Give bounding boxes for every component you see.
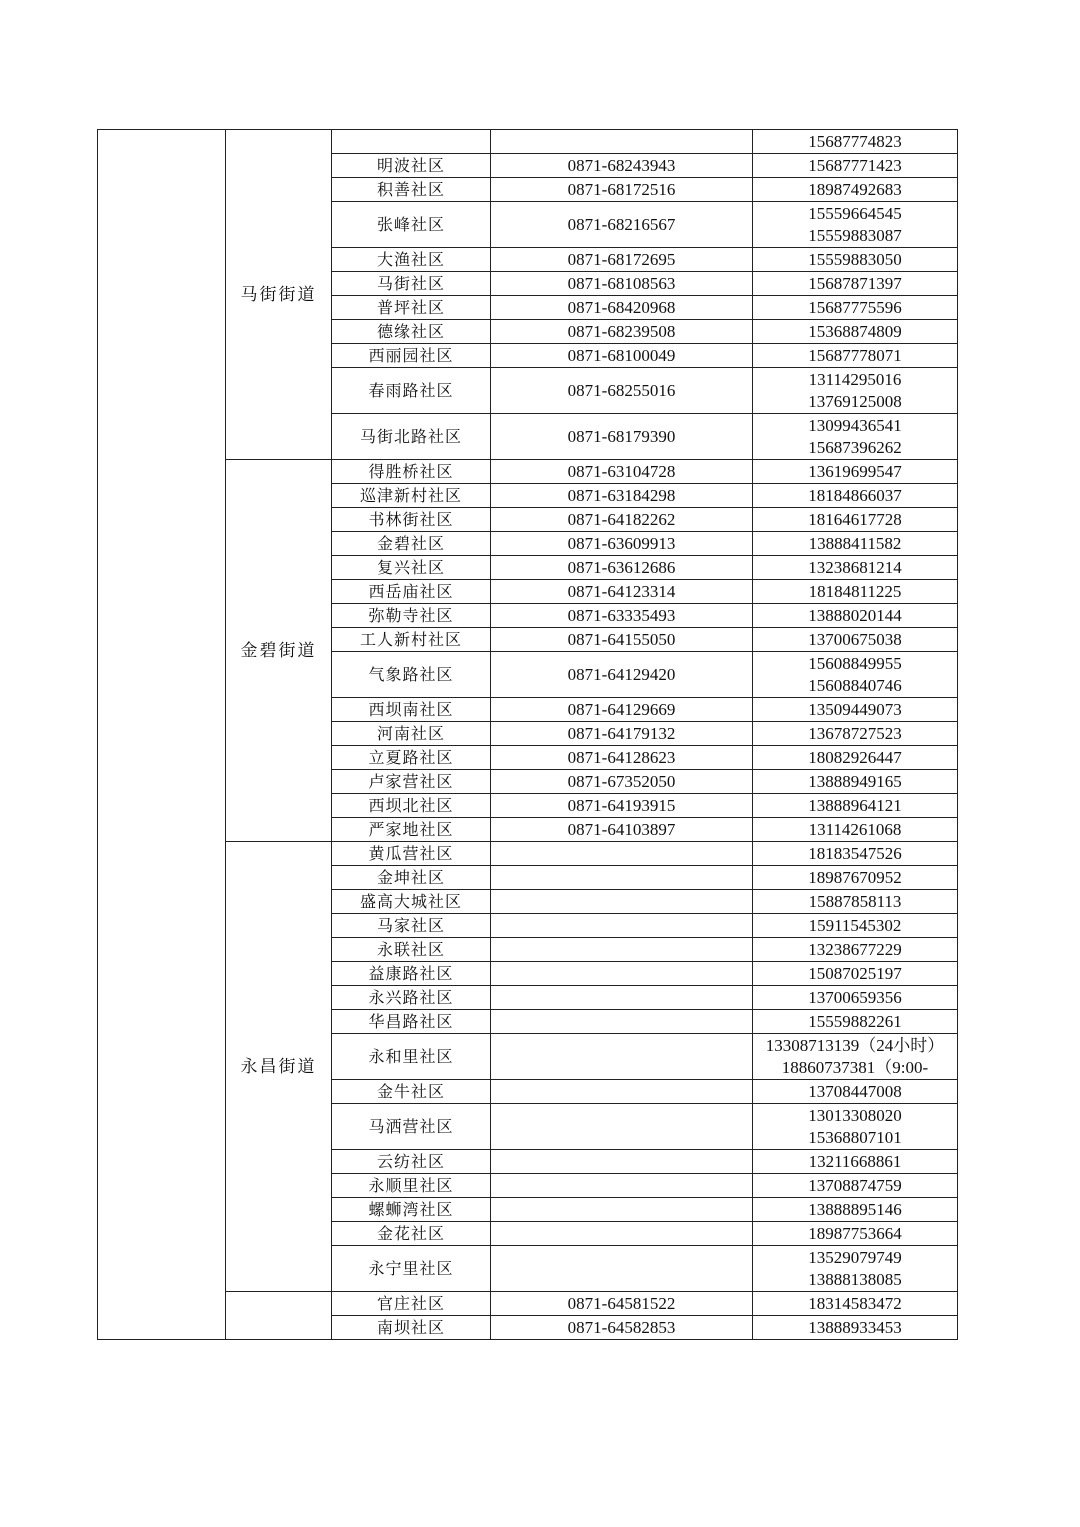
- mobile-number: 13211668861: [808, 1151, 902, 1171]
- mobile-number: 15687774823: [808, 131, 902, 151]
- community-name: 德缘社区: [332, 320, 491, 344]
- mobile-numbers: [753, 604, 958, 628]
- landline-number: [491, 962, 753, 986]
- mobile-number: 15559883087: [808, 225, 902, 245]
- mobile-number: 13509449073: [808, 699, 902, 719]
- mobile-number: 15087025197: [808, 963, 902, 983]
- mobile-number: 15687771423: [808, 155, 902, 175]
- mobile-number: 13238681214: [808, 557, 902, 577]
- landline-number: 0871-64193915: [491, 794, 753, 818]
- mobile-number: 15559882261: [808, 1011, 902, 1031]
- landline-number: 0871-68243943: [491, 154, 753, 178]
- landline-number: [491, 842, 753, 866]
- table-row: [98, 842, 958, 866]
- community-name: 河南社区: [332, 722, 491, 746]
- landline-number: [491, 1174, 753, 1198]
- mobile-number: 18164617728: [808, 509, 902, 529]
- community-name: 严家地社区: [332, 818, 491, 842]
- mobile-number: 13708447008: [808, 1081, 902, 1101]
- landline-number: 0871-63104728: [491, 460, 753, 484]
- mobile-numbers: [753, 698, 958, 722]
- mobile-number: 18314583472: [808, 1293, 902, 1313]
- mobile-number: 13769125008: [808, 391, 902, 411]
- landline-number: [491, 1246, 753, 1292]
- community-name: 普坪社区: [332, 296, 491, 320]
- community-name: 得胜桥社区: [332, 460, 491, 484]
- mobile-numbers: [753, 248, 958, 272]
- community-name: 复兴社区: [332, 556, 491, 580]
- mobile-number: 15559664545: [808, 203, 902, 223]
- landline-number: 0871-63335493: [491, 604, 753, 628]
- table-row: [98, 1292, 958, 1316]
- mobile-numbers: [753, 460, 958, 484]
- mobile-number: 15911545302: [808, 915, 902, 935]
- community-name: 永和里社区: [332, 1034, 491, 1080]
- landline-number: [491, 130, 753, 154]
- mobile-numbers: [753, 722, 958, 746]
- mobile-number: 13700675038: [808, 629, 902, 649]
- landline-number: [491, 1080, 753, 1104]
- mobile-numbers: [753, 508, 958, 532]
- mobile-number: 13099436541: [808, 415, 902, 435]
- street-cell: 永昌街道: [226, 842, 332, 1292]
- mobile-number: 15608849955: [808, 653, 902, 673]
- mobile-number: 13529079749: [808, 1247, 902, 1267]
- street-cell: [226, 1292, 332, 1340]
- mobile-numbers: [753, 130, 958, 154]
- landline-number: 0871-63612686: [491, 556, 753, 580]
- mobile-numbers: [753, 1246, 958, 1292]
- mobile-number: 15687778071: [808, 345, 902, 365]
- mobile-numbers: [753, 1010, 958, 1034]
- community-name: 官庄社区: [332, 1292, 491, 1316]
- mobile-numbers: [753, 818, 958, 842]
- community-name: 积善社区: [332, 178, 491, 202]
- community-name: 弥勒寺社区: [332, 604, 491, 628]
- mobile-number: 15687871397: [808, 273, 902, 293]
- community-name: 云纺社区: [332, 1150, 491, 1174]
- mobile-number: 13238677229: [808, 939, 902, 959]
- community-name: 西岳庙社区: [332, 580, 491, 604]
- community-name: 西丽园社区: [332, 344, 491, 368]
- mobile-numbers: [753, 986, 958, 1010]
- street-cell: 马街街道: [226, 130, 332, 460]
- community-name: 气象路社区: [332, 652, 491, 698]
- mobile-number: 13888964121: [808, 795, 902, 815]
- landline-number: [491, 1222, 753, 1246]
- community-name: 西坝北社区: [332, 794, 491, 818]
- mobile-number: 13700659356: [808, 987, 902, 1007]
- mobile-numbers: [753, 320, 958, 344]
- community-name: 春雨路社区: [332, 368, 491, 414]
- mobile-numbers: [753, 962, 958, 986]
- mobile-numbers: [753, 842, 958, 866]
- mobile-number: 15687396262: [808, 437, 902, 457]
- community-name: 黄瓜营社区: [332, 842, 491, 866]
- community-name: 书林街社区: [332, 508, 491, 532]
- mobile-numbers: [753, 272, 958, 296]
- landline-number: 0871-67352050: [491, 770, 753, 794]
- mobile-numbers: [753, 890, 958, 914]
- table-row: [98, 460, 958, 484]
- landline-number: [491, 1104, 753, 1150]
- mobile-number: 15559883050: [808, 249, 902, 269]
- community-name: 工人新村社区: [332, 628, 491, 652]
- landline-number: 0871-64582853: [491, 1316, 753, 1340]
- mobile-numbers: [753, 154, 958, 178]
- mobile-numbers: [753, 1222, 958, 1246]
- community-name: 西坝南社区: [332, 698, 491, 722]
- landline-number: [491, 890, 753, 914]
- landline-number: [491, 1034, 753, 1080]
- community-name: 马街社区: [332, 272, 491, 296]
- contact-table: [97, 129, 958, 1340]
- community-name: 大渔社区: [332, 248, 491, 272]
- mobile-number: 18183547526: [808, 843, 902, 863]
- mobile-number: 13888138085: [808, 1269, 902, 1289]
- mobile-number: 18184866037: [808, 485, 902, 505]
- landline-number: 0871-64103897: [491, 818, 753, 842]
- mobile-numbers: [753, 368, 958, 414]
- mobile-numbers: [753, 344, 958, 368]
- mobile-number: 18860737381（9:00-: [781, 1057, 929, 1077]
- community-name: 永顺里社区: [332, 1174, 491, 1198]
- mobile-numbers: [753, 1080, 958, 1104]
- landline-number: [491, 866, 753, 890]
- landline-number: [491, 1150, 753, 1174]
- mobile-number: 15368807101: [808, 1127, 902, 1147]
- mobile-number: 18987753664: [808, 1223, 902, 1243]
- landline-number: [491, 986, 753, 1010]
- mobile-numbers: [753, 938, 958, 962]
- landline-number: [491, 1198, 753, 1222]
- mobile-numbers: [753, 794, 958, 818]
- landline-number: 0871-68420968: [491, 296, 753, 320]
- landline-number: 0871-68100049: [491, 344, 753, 368]
- mobile-numbers: [753, 1316, 958, 1340]
- landline-number: 0871-68172695: [491, 248, 753, 272]
- community-name: 张峰社区: [332, 202, 491, 248]
- landline-number: [491, 914, 753, 938]
- mobile-number: 13678727523: [808, 723, 902, 743]
- mobile-number: 18987670952: [808, 867, 902, 887]
- landline-number: 0871-63609913: [491, 532, 753, 556]
- district-cell: [98, 130, 226, 1340]
- community-name: 马家社区: [332, 914, 491, 938]
- landline-number: 0871-63184298: [491, 484, 753, 508]
- community-name: 永兴路社区: [332, 986, 491, 1010]
- community-name: 螺蛳湾社区: [332, 1198, 491, 1222]
- community-name: 马街北路社区: [332, 414, 491, 460]
- mobile-numbers: [753, 770, 958, 794]
- community-name: 金坤社区: [332, 866, 491, 890]
- mobile-number: 15368874809: [808, 321, 902, 341]
- mobile-numbers: [753, 1150, 958, 1174]
- mobile-number: 13114261068: [808, 819, 902, 839]
- mobile-numbers: [753, 1292, 958, 1316]
- community-name: 金花社区: [332, 1222, 491, 1246]
- community-name: 盛高大城社区: [332, 890, 491, 914]
- mobile-numbers: [753, 202, 958, 248]
- mobile-numbers: [753, 628, 958, 652]
- community-name: 永宁里社区: [332, 1246, 491, 1292]
- mobile-numbers: [753, 1034, 958, 1080]
- mobile-numbers: [753, 746, 958, 770]
- landline-number: 0871-64155050: [491, 628, 753, 652]
- mobile-numbers: [753, 652, 958, 698]
- mobile-numbers: [753, 296, 958, 320]
- landline-number: 0871-68216567: [491, 202, 753, 248]
- mobile-number: 18184811225: [808, 581, 902, 601]
- landline-number: 0871-64123314: [491, 580, 753, 604]
- table-row: [98, 130, 958, 154]
- landline-number: 0871-68108563: [491, 272, 753, 296]
- landline-number: 0871-64581522: [491, 1292, 753, 1316]
- landline-number: 0871-68255016: [491, 368, 753, 414]
- landline-number: [491, 938, 753, 962]
- landline-number: 0871-68172516: [491, 178, 753, 202]
- mobile-number: 13308713139（24小时）: [765, 1035, 945, 1055]
- community-name: 南坝社区: [332, 1316, 491, 1340]
- mobile-number: 15608840746: [808, 675, 902, 695]
- mobile-numbers: [753, 1104, 958, 1150]
- mobile-numbers: [753, 1198, 958, 1222]
- community-name: 卢家营社区: [332, 770, 491, 794]
- landline-number: 0871-64129669: [491, 698, 753, 722]
- community-name: 巡津新村社区: [332, 484, 491, 508]
- community-name: 立夏路社区: [332, 746, 491, 770]
- community-name: 华昌路社区: [332, 1010, 491, 1034]
- landline-number: 0871-64129420: [491, 652, 753, 698]
- mobile-number: 13888411582: [808, 533, 902, 553]
- mobile-number: 13888933453: [808, 1317, 902, 1337]
- mobile-number: 13708874759: [808, 1175, 902, 1195]
- mobile-numbers: [753, 532, 958, 556]
- community-name: 马洒营社区: [332, 1104, 491, 1150]
- mobile-number: 13888020144: [808, 605, 902, 625]
- landline-number: 0871-64179132: [491, 722, 753, 746]
- mobile-numbers: [753, 556, 958, 580]
- community-name: [332, 130, 491, 154]
- mobile-numbers: [753, 914, 958, 938]
- community-name: 明波社区: [332, 154, 491, 178]
- mobile-number: 13888895146: [808, 1199, 902, 1219]
- mobile-number: 13619699547: [808, 461, 902, 481]
- community-name: 益康路社区: [332, 962, 491, 986]
- mobile-number: 18082926447: [808, 747, 902, 767]
- mobile-number: 13888949165: [808, 771, 902, 791]
- mobile-numbers: [753, 484, 958, 508]
- landline-number: 0871-64182262: [491, 508, 753, 532]
- landline-number: 0871-64128623: [491, 746, 753, 770]
- mobile-number: 18987492683: [808, 179, 902, 199]
- community-name: 金碧社区: [332, 532, 491, 556]
- mobile-numbers: [753, 1174, 958, 1198]
- street-cell: 金碧街道: [226, 460, 332, 842]
- mobile-number: 15687775596: [808, 297, 902, 317]
- mobile-numbers: [753, 580, 958, 604]
- mobile-number: 15887858113: [808, 891, 902, 911]
- landline-number: [491, 1010, 753, 1034]
- community-name: 永联社区: [332, 938, 491, 962]
- mobile-numbers: [753, 866, 958, 890]
- landline-number: 0871-68179390: [491, 414, 753, 460]
- mobile-number: 13114295016: [808, 369, 902, 389]
- landline-number: 0871-68239508: [491, 320, 753, 344]
- mobile-numbers: [753, 414, 958, 460]
- community-name: 金牛社区: [332, 1080, 491, 1104]
- mobile-number: 13013308020: [808, 1105, 902, 1125]
- mobile-numbers: [753, 178, 958, 202]
